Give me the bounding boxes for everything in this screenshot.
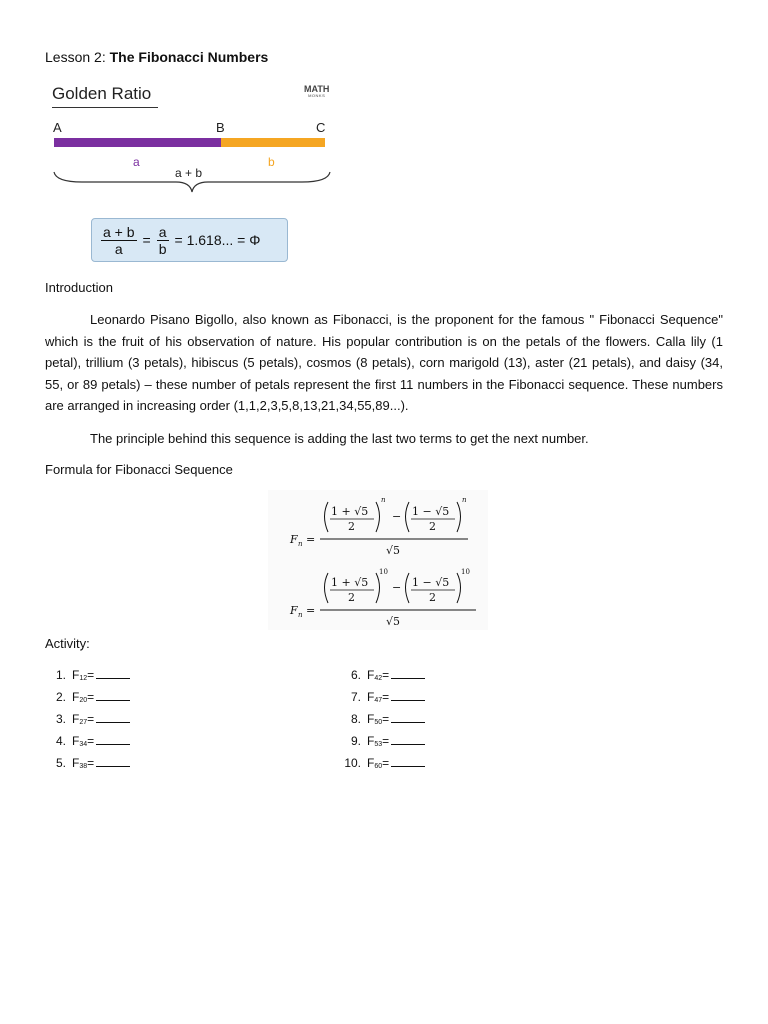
binet-formula [268,490,488,630]
activity-item: 2. $F_{20}=$ [48,690,130,704]
activity-item: 3. $F_{27}=$ [48,712,130,726]
answer-blank[interactable] [96,690,130,701]
formula-heading: Formula for Fibonacci Sequence [45,462,233,477]
svg-text:−: − [392,510,402,523]
svg-text:1 + √5: 1 + √5 [331,576,369,589]
activity-item: 7. $F_{47}=$ [343,690,425,704]
equals-sign: = [142,232,151,248]
svg-text:1 − √5: 1 − √5 [412,505,450,518]
brace-icon [52,168,332,196]
answer-blank[interactable] [96,668,130,679]
segment-a-bar [54,138,221,147]
answer-blank[interactable] [96,712,130,723]
lesson-prefix: Lesson 2: [45,49,106,65]
svg-text:10: 10 [461,568,470,576]
answer-blank[interactable] [391,712,425,723]
answer-blank[interactable] [391,690,425,701]
answer-blank[interactable] [391,734,425,745]
svg-text:2: 2 [429,591,436,604]
fraction-ab-over-a: $\frac{a + b}{a}$ [103,223,135,257]
answer-blank[interactable] [391,756,425,767]
lesson-title [45,49,268,65]
svg-text:n: n [298,540,303,548]
fraction-a-over-b: $\frac{a}{b}$ [158,223,167,257]
activity-item: 1. $F_{12}=$ [48,668,130,682]
intro-paragraph-1: Leonardo Pisano Bigollo, also known as Fibonacci, is the proponent for the famous " Fibonacci Sequence" which is the fruit of his observation of nature. His popular contribution is on the petals of the flowers. Calla lily (1 petal), trillium (3 petals), hibiscus (5 petals), cosmos (8 petals), corn marigold (13), aster (21 petals), and daisy (34, 55, or 89 petals) – these number of petals represent the first 11 numbers in the Fibonacci sequence. These numbers are arranged in increasing order (1,1,2,3,5,8,13,21,34,55,89...). [45,312,723,414]
intro-paragraph-2: The principle behind this sequence is adding the last two terms to get the next number. [90,431,589,446]
svg-text:2: 2 [348,591,355,604]
svg-text:2: 2 [348,520,355,533]
svg-text:n: n [298,611,303,619]
svg-text:n: n [381,496,386,504]
point-b-label: B [216,120,225,135]
activity-item: 9. $F_{53}=$ [343,734,425,748]
answer-blank[interactable] [96,734,130,745]
activity-item: 6. $F_{42}=$ [343,668,425,682]
golden-ratio-figure [48,80,338,280]
svg-text:√5: √5 [386,544,401,557]
svg-text:√5: √5 [386,615,401,628]
introduction-heading: Introduction [45,280,113,295]
svg-text:=: = [306,604,316,617]
point-a-label: A [53,120,62,135]
activity-heading: Activity: [45,636,90,651]
svg-text:n: n [462,496,467,504]
golden-ratio-formula [91,218,288,262]
svg-text:1 + √5: 1 + √5 [331,505,369,518]
svg-text:=: = [306,533,316,546]
golden-ratio-heading: Golden Ratio [52,84,152,103]
lesson-title-text: The Fibonacci Numbers [109,49,269,65]
activity-item: 8. $F_{50}=$ [343,712,425,726]
activity-item: 4. $F_{34}=$ [48,734,130,748]
point-c-label: C [316,120,326,135]
segment-a-label: a [133,155,140,169]
segment-b-bar [221,138,325,147]
svg-text:F: F [290,604,298,617]
svg-text:F: F [290,533,298,546]
segment-b-label: b [268,155,275,169]
svg-text:10: 10 [379,568,388,576]
answer-blank[interactable] [96,756,130,767]
svg-text:1 − √5: 1 − √5 [412,576,450,589]
answer-blank[interactable] [391,668,425,679]
svg-text:−: − [392,581,402,594]
activity-item: 5. $F_{38}=$ [48,756,130,770]
golden-ratio-value: = 1.618... = Φ [174,232,261,248]
activity-item: 10. $F_{60}=$ [343,756,425,770]
heading-underline [52,107,158,108]
segment-ab-label: a + b [175,166,203,180]
svg-text:2: 2 [429,520,436,533]
math-monks-logo: MATH MONKS [304,84,330,98]
